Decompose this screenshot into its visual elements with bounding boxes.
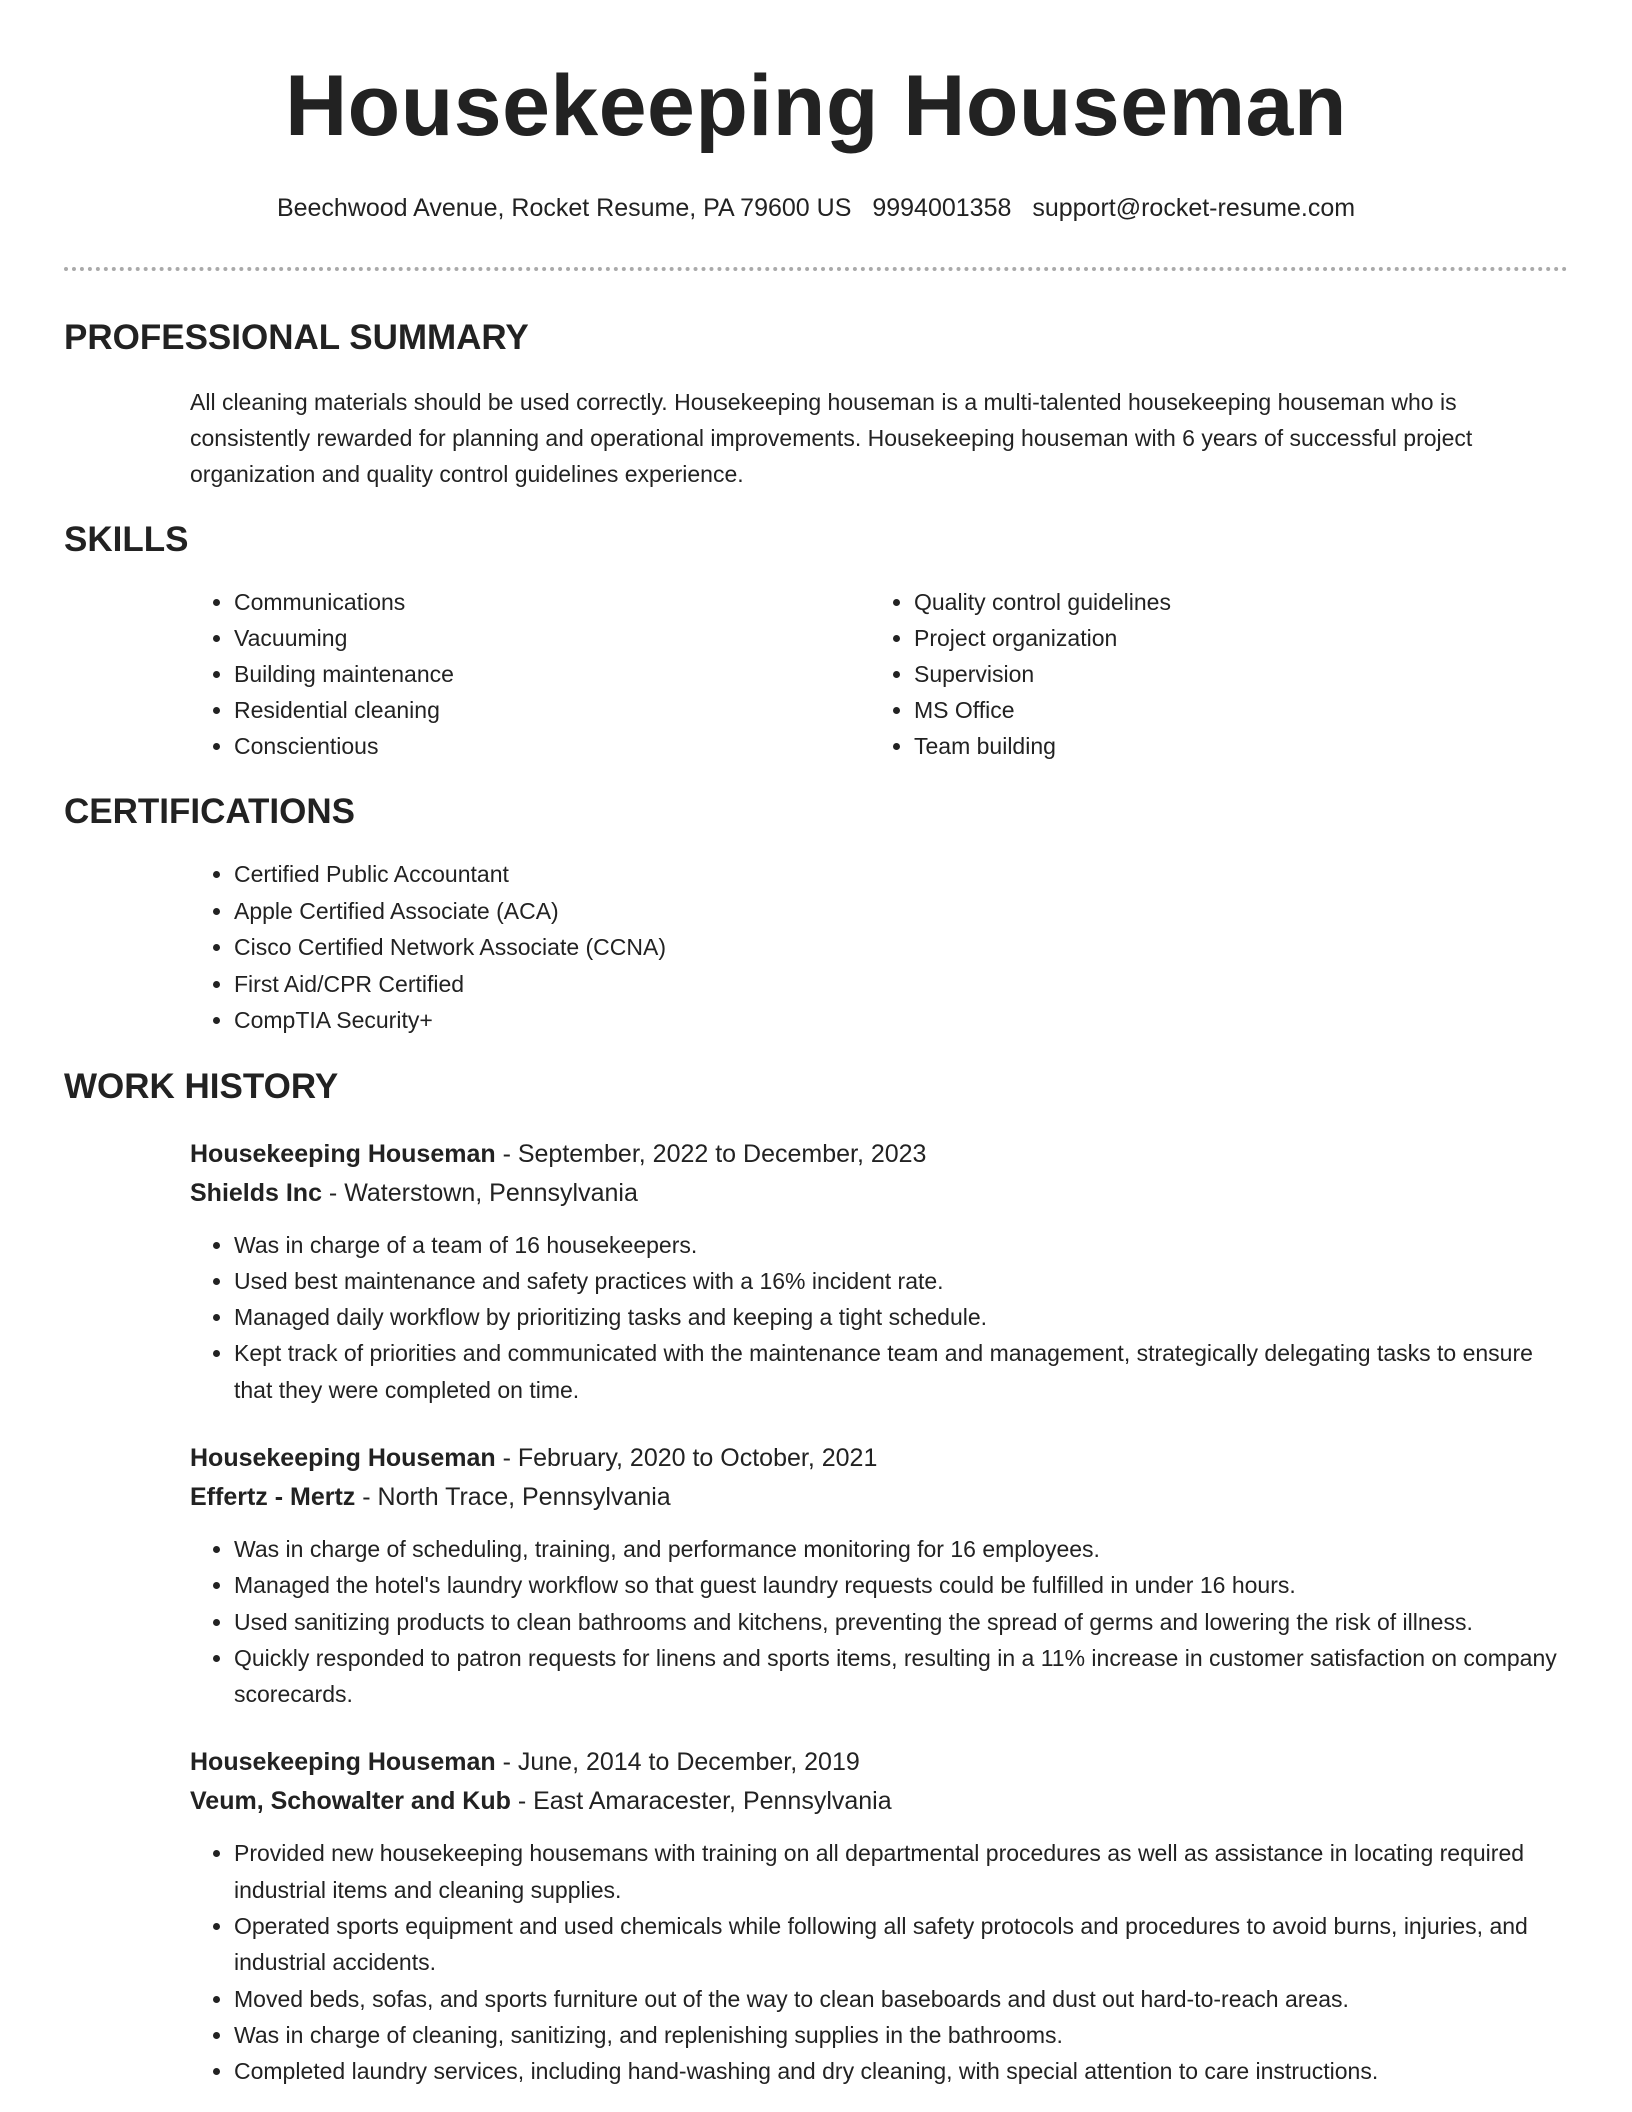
job-bullet: • Managed daily workflow by prioritizing tasks and keeping a tight schedule. xyxy=(234,1299,1568,1335)
job-bullet: • Used best maintenance and safety practices with a 16% incident rate. xyxy=(234,1263,1568,1299)
job-title: Housekeeping Houseman xyxy=(190,1748,496,1777)
job-bullet: • Managed the hotel's laundry workflow so that guest laundry requests could be fulfilled in under 16 hours. xyxy=(234,1567,1568,1603)
skill-item: • Conscientious xyxy=(234,728,870,764)
skill-item: • Residential cleaning xyxy=(234,692,870,728)
certifications-list xyxy=(190,856,1568,1039)
skill-item: • Vacuuming xyxy=(234,620,870,656)
certifications-section xyxy=(190,856,1568,1039)
skill-item: • Communications xyxy=(234,584,870,620)
certification-item: • First Aid/CPR Certified xyxy=(234,966,1568,1003)
job-company-line xyxy=(190,1478,1568,1516)
resume-page xyxy=(64,0,1568,2090)
job-dates: - June, 2014 to December, 2019 xyxy=(495,1748,860,1777)
job-location: - Waterstown, Pennsylvania xyxy=(321,1178,638,1207)
job-bullets xyxy=(190,1835,1568,2089)
job-title-line xyxy=(190,1135,1568,1173)
candidate-name: Housekeeping Houseman xyxy=(285,58,1347,154)
job-dates: - February, 2020 to October, 2021 xyxy=(495,1443,878,1472)
job-bullet: • Kept track of priorities and communicated with the maintenance team and management, strategically delegating tasks to ensure that they were completed on time. xyxy=(234,1335,1568,1408)
summary-text: All cleaning materials should be used correctly. Housekeeping houseman is a multi-talented housekeeping houseman who is consistently rewarded for planning and operational improvements. Housekeeping houseman with 6 years of successful project organization and quality control guidelines experience. xyxy=(190,389,1473,487)
job-entry xyxy=(190,1743,1568,2089)
job-bullet: • Was in charge of a team of 16 housekeepers. xyxy=(234,1227,1568,1263)
job-bullet: • Used sanitizing products to clean bathrooms and kitchens, preventing the spread of germs and lowering the risk of illness. xyxy=(234,1604,1568,1640)
job-bullets xyxy=(190,1531,1568,1712)
job-bullets xyxy=(190,1227,1568,1408)
skill-item: • Quality control guidelines xyxy=(914,584,1550,620)
skills-left-list xyxy=(190,584,870,764)
certification-item: • CompTIA Security+ xyxy=(234,1002,1568,1039)
contact-line xyxy=(64,192,1568,224)
contact-email: support@rocket-resume.com xyxy=(1032,194,1356,222)
job-company-line xyxy=(190,1174,1568,1212)
skill-item: • MS Office xyxy=(914,692,1550,728)
job-company: Effertz - Mertz xyxy=(190,1482,356,1511)
skills-right-list xyxy=(870,584,1550,764)
contact-phone: 9994001358 xyxy=(872,194,1012,222)
job-entry xyxy=(190,1439,1568,1712)
job-bullet: • Was in charge of cleaning, sanitizing, and replenishing supplies in the bathrooms. xyxy=(234,2017,1568,2053)
job-bullet: • Was in charge of scheduling, training, and performance monitoring for 16 employees. xyxy=(234,1531,1568,1567)
summary-heading: PROFESSIONAL SUMMARY xyxy=(64,318,529,357)
header-divider xyxy=(64,267,1568,271)
certification-item: • Certified Public Accountant xyxy=(234,856,1568,893)
job-title: Housekeeping Houseman xyxy=(190,1139,496,1168)
job-company: Shields Inc xyxy=(190,1178,322,1207)
certification-item: • Apple Certified Associate (ACA) xyxy=(234,893,1568,930)
job-company: Veum, Schowalter and Kub xyxy=(190,1787,511,1816)
job-title-line xyxy=(190,1743,1568,1781)
skill-item: • Project organization xyxy=(914,620,1550,656)
certification-item: • Cisco Certified Network Associate (CCNA) xyxy=(234,929,1568,966)
job-bullet: • Completed laundry services, including hand-washing and dry cleaning, with special attention to care instructions. xyxy=(234,2053,1568,2089)
job-bullet: • Provided new housekeeping housemans with training on all departmental procedures as well as assistance in locating required industrial items and cleaning supplies. xyxy=(234,1835,1568,1908)
job-location: - East Amaracester, Pennsylvania xyxy=(510,1787,892,1816)
job-title: Housekeeping Houseman xyxy=(190,1443,496,1472)
job-location: - North Trace, Pennsylvania xyxy=(355,1482,671,1511)
job-dates: - September, 2022 to December, 2023 xyxy=(495,1139,927,1168)
skill-item: • Team building xyxy=(914,728,1550,764)
job-bullet: • Quickly responded to patron requests for linens and sports items, resulting in a 11% increase in customer satisfaction on company scorecards. xyxy=(234,1640,1568,1713)
job-bullet: • Moved beds, sofas, and sports furniture out of the way to clean baseboards and dust out hard-to-reach areas. xyxy=(234,1981,1568,2017)
skills-columns xyxy=(190,584,1568,764)
job-title-line xyxy=(190,1439,1568,1477)
job-entry xyxy=(190,1135,1568,1408)
job-bullet: • Operated sports equipment and used chemicals while following all safety protocols and procedures to avoid burns, injuries, and industrial accidents. xyxy=(234,1908,1568,1981)
work-history-heading: WORK HISTORY xyxy=(64,1066,339,1106)
skill-item: • Building maintenance xyxy=(234,656,870,692)
skills-heading: SKILLS xyxy=(64,520,189,559)
contact-address: Beechwood Avenue, Rocket Resume, PA 79600 US xyxy=(276,194,852,222)
certifications-heading: CERTIFICATIONS xyxy=(64,792,356,831)
job-company-line xyxy=(190,1782,1568,1820)
skill-item: • Supervision xyxy=(914,656,1550,692)
